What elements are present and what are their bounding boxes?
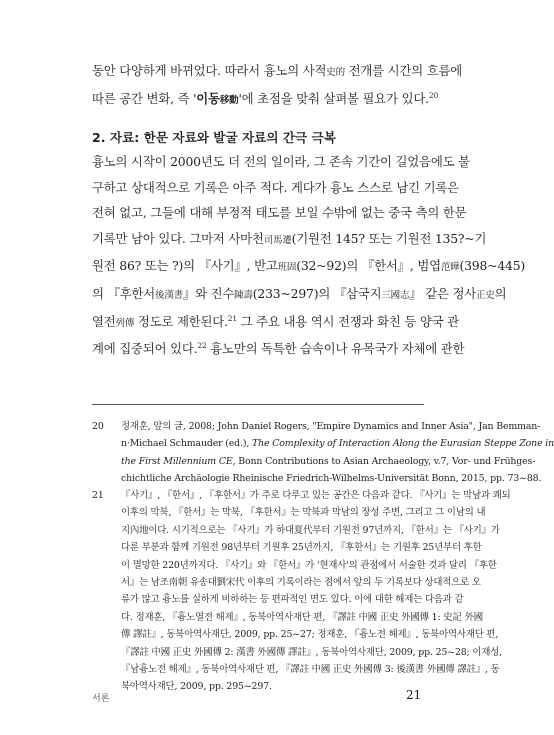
footnote-21 bbox=[92, 487, 511, 696]
text-line: 정재훈, 앞의 글, 2008; John Daniel Rogers, "Empire Dynamics and Inner Asia", Jan Bemman- bbox=[121, 421, 541, 432]
footnote-ref[interactable]: 21 bbox=[227, 313, 237, 323]
text-segment: 그 주요 내용 역시 전쟁과 화친 등 양국 관 bbox=[236, 313, 459, 329]
text-line: 구하고 상대적으로 기록은 아주 적다. 게다가 흉노 스스로 남긴 기록은 bbox=[92, 179, 459, 195]
hanja-annotation: 史的 bbox=[326, 67, 345, 78]
text-segment: 의 『후한서 bbox=[92, 285, 156, 301]
hanja-annotation: 正史 bbox=[476, 289, 495, 301]
footnote-number: 20 bbox=[92, 421, 104, 432]
text-segment: 』와 진수 bbox=[182, 285, 235, 301]
text-segment: 따른 공간 변화, 즉 ' bbox=[92, 90, 197, 106]
text-line: 다룬 부분과 함께 기원전 98년부터 기원후 25년까지, 『후한서』는 기원후 25년부터 후한 bbox=[121, 542, 482, 554]
text-segment: 흉노만의 독특한 습속이나 유목국가 자체에 관한 bbox=[206, 341, 465, 357]
text-segment: 의 bbox=[494, 285, 507, 301]
text-line: chichtliche Archäologie Rheinische Friedrich-Wilhelms-Universität Bonn, 2015, pp. 73~88. bbox=[121, 473, 542, 485]
text-line: 흉노의 시작이 2000년도 더 전의 일이라, 그 존속 기간이 길었음에도 불 bbox=[92, 154, 470, 169]
book-title-italic: the First Millennium CE bbox=[121, 455, 233, 467]
text-line bbox=[92, 281, 507, 309]
hanja-annotation: 陳壽 bbox=[234, 289, 253, 301]
text-segment: '에 초점을 맞춰 살펴볼 필요가 있다. bbox=[238, 90, 429, 106]
text-segment: 계에 집중되어 있다. bbox=[92, 341, 198, 357]
footnote-ref[interactable]: 20 bbox=[428, 90, 439, 100]
text-line bbox=[92, 336, 465, 362]
text-line bbox=[92, 309, 459, 337]
text-line: 『남흉노전 해제』, 동북아역사재단 편, 『譯註 中國 正史 外國傳 3: 後漢書 外國傳 譯註』, 동 bbox=[121, 664, 500, 676]
text-line: 『사기』, 『한서』, 『후한서』가 주로 다루고 있는 공간은 다음과 같다. 『사기』는 막남과 쾌되 bbox=[121, 490, 511, 501]
running-footer-section: 서론 bbox=[92, 694, 110, 704]
hanja-annotation: 范曄 bbox=[440, 262, 460, 274]
text-segment: 전개를 시간의 흐름에 bbox=[344, 63, 463, 78]
text-line: 이후의 막북, 『한서』는 막북, 『후한서』는 막북과 막남의 장성 주변, 그리고 그 이남의 내 bbox=[121, 507, 486, 519]
footnote-text bbox=[121, 418, 554, 488]
page-number: 21 bbox=[406, 688, 422, 702]
hanja-annotation: 司馬遷 bbox=[263, 234, 292, 246]
text-line bbox=[92, 226, 487, 254]
text-line bbox=[92, 86, 439, 114]
text-segment: (기원전 145? 또는 기원전 135?~기 bbox=[291, 230, 487, 246]
text-segment: 열전 bbox=[92, 313, 116, 329]
hanja-annotation: 三國志 bbox=[381, 289, 410, 301]
text-line: 북아역사재단, 2009, pp. 295~297. bbox=[121, 681, 272, 693]
text-line: 전혀 없고, 그들에 대해 부정적 태도를 보일 수밖에 없는 중국 측의 한문 bbox=[92, 205, 467, 221]
text-line: 이 멸망한 220년까지다. 『사기』와 『한서』가 '현재사'의 관점에서 서술한 것과 달리 『후한 bbox=[121, 559, 497, 571]
text-line: 지內地이다. 시기적으로는 『사기』가 하대夏代부터 기원전 97년까지, 『한서』는 『사기』가 bbox=[121, 524, 500, 536]
text-segment: 』 같은 정사 bbox=[409, 285, 476, 301]
footnote-number: 21 bbox=[92, 490, 104, 501]
text-segment: n·Michael Schmauder (ed.), bbox=[121, 438, 253, 450]
hanja-annotation: 後漢書 bbox=[155, 289, 183, 301]
text-line: 서』는 남조南朝 유송대劉宋代 이후의 기록이라는 점에서 앞의 두 기록보다 상대적으로 오 bbox=[121, 577, 481, 589]
text-line bbox=[121, 435, 554, 452]
text-line bbox=[92, 58, 463, 86]
body-paragraph bbox=[92, 149, 526, 362]
text-segment: , Bonn Contributions to Asian Archaeology, v.7, Vor- und Frühges- bbox=[232, 455, 536, 467]
text-segment: 기록만 남아 있다. 그마저 사마천 bbox=[92, 230, 264, 246]
hanja-annotation: 班固 bbox=[277, 262, 297, 274]
text-line bbox=[121, 453, 536, 470]
text-segment: 원전 86? 또는 ?)의 『사기』, 반고 bbox=[92, 258, 278, 274]
footnote-divider bbox=[92, 404, 424, 405]
text-segment: 동안 다양하게 바뀌었다. 따라서 흉노의 사적 bbox=[92, 63, 327, 78]
text-line bbox=[92, 253, 526, 281]
text-segment: (398~445) bbox=[459, 258, 526, 274]
hanja-annotation: 列傳 bbox=[115, 317, 135, 329]
footnote-text bbox=[121, 487, 511, 696]
text-line: 류가 많고 흉노를 실하게 비하하는 등 편파적인 면도 있다. 이에 대한 해제는 다음과 같 bbox=[121, 594, 464, 606]
footnote-ref[interactable]: 22 bbox=[197, 341, 207, 351]
emphasis-term: 이동 bbox=[196, 90, 220, 106]
section-heading: 2. 자료: 한문 자료와 발굴 자료의 간극 극복 bbox=[92, 130, 336, 145]
text-segment: (233~297)의 『삼국지 bbox=[252, 285, 382, 301]
text-line: 傳 譯註』, 동북아역사재단, 2009, pp. 25~27; 정재훈, 『흉노전 해제』, 동북아역사재단 편, bbox=[121, 629, 499, 641]
footnote-20 bbox=[92, 418, 554, 488]
body-paragraph-continued bbox=[92, 58, 463, 113]
text-line: 다. 정재훈, 『흉노열전 해제』, 동북아역사재단 편, 『譯註 中國 正史 外國傳 1: 史記 外國 bbox=[121, 611, 484, 623]
text-segment: 정도로 제한된다. bbox=[134, 313, 228, 329]
text-segment: (32~92)의 『한서』, 범엽 bbox=[296, 258, 441, 274]
hanja-annotation: 移動 bbox=[219, 94, 239, 106]
book-title-italic: The Complexity of Interaction Along the Eurasian Steppe Zone in bbox=[252, 438, 554, 450]
text-line: 『譯註 中國 正史 外國傳 2: 漢書 外國傳 譯註』, 동북아역사재단, 2009, pp. 25~28; 이재성, bbox=[121, 646, 502, 658]
